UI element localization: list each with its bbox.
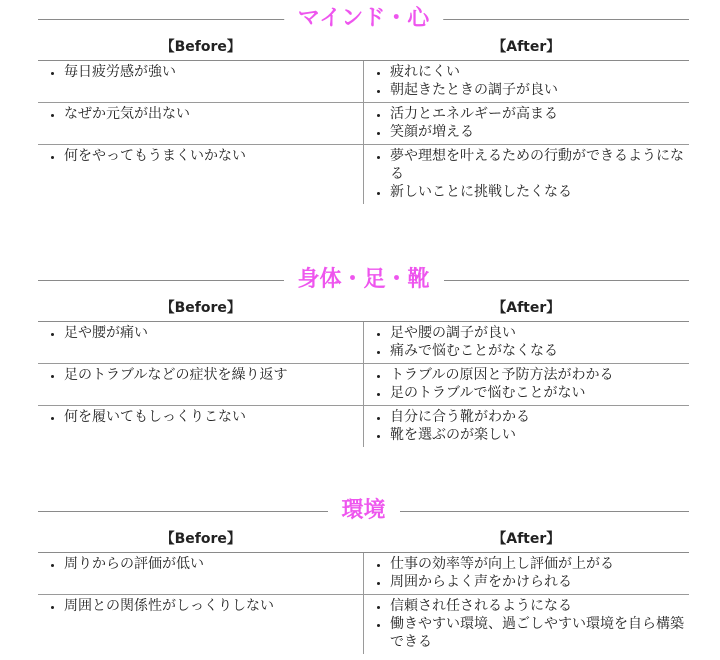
section-header (38, 2, 689, 36)
table-row (38, 406, 689, 447)
after-cell (364, 553, 689, 594)
column-headers (38, 528, 689, 553)
column-headers (38, 297, 689, 322)
list-item: • 足のトラブルで悩むことがない (390, 384, 685, 402)
before-cell (38, 61, 364, 102)
section-environment (38, 494, 689, 654)
table-row (38, 61, 689, 103)
list-item: • 何をやってもうまくいかない (64, 147, 359, 165)
after-cell (364, 364, 689, 405)
after-cell (364, 61, 689, 102)
before-cell (38, 103, 364, 144)
list-item: • 朝起きたときの調子が良い (390, 81, 685, 99)
table-row (38, 553, 689, 595)
after-header: 【After】 (492, 531, 561, 547)
before-cell (38, 595, 364, 654)
section-body (38, 263, 689, 447)
after-header: 【After】 (492, 300, 561, 316)
after-header: 【After】 (492, 39, 561, 55)
list-item: • 毎日疲労感が強い (64, 63, 359, 81)
list-item: • なぜか元気が出ない (64, 105, 359, 123)
list-item: • 足のトラブルなどの症状を繰り返す (64, 366, 359, 384)
list-item: • 足や腰の調子が良い (390, 324, 685, 342)
list-item: • 信頼され任されるようになる (390, 597, 685, 615)
before-header: 【Before】 (160, 39, 241, 55)
list-item: • 周囲との関係性がしっくりしない (64, 597, 359, 615)
section-title: マインド・心 (284, 4, 444, 34)
section-title: 環境 (327, 496, 399, 526)
table-row (38, 103, 689, 145)
section-mind (38, 2, 689, 204)
list-item: • 自分に合う靴がわかる (390, 408, 685, 426)
after-cell (364, 103, 689, 144)
list-item: • 足や腰が痛い (64, 324, 359, 342)
list-item: • 疲れにくい (390, 63, 685, 81)
before-cell (38, 364, 364, 405)
list-item: • 靴を選ぶのが楽しい (390, 426, 685, 444)
list-item: • 笑顔が増える (390, 123, 685, 141)
list-item: • 何を履いてもしっくりこない (64, 408, 359, 426)
list-item: • 仕事の効率等が向上し評価が上がる (390, 555, 685, 573)
section-header (38, 263, 689, 297)
list-item: • 新しいことに挑戦したくなる (390, 183, 685, 201)
list-item: • 働きやすい環境、過ごしやすい環境を自ら構築できる (390, 615, 685, 651)
before-cell (38, 553, 364, 594)
after-cell (364, 322, 689, 363)
before-cell (38, 406, 364, 447)
after-cell (364, 406, 689, 447)
before-header: 【Before】 (160, 300, 241, 316)
list-item: • 周囲からよく声をかけられる (390, 573, 685, 591)
list-item: • 痛みで悩むことがなくなる (390, 342, 685, 360)
column-headers (38, 36, 689, 61)
section-header (38, 494, 689, 528)
section-title: 身体・足・靴 (283, 265, 443, 295)
after-cell (364, 145, 689, 204)
list-item: • トラブルの原因と予防方法がわかる (390, 366, 685, 384)
list-item: • 活力とエネルギーが高まる (390, 105, 685, 123)
table-row (38, 364, 689, 406)
list-item: • 周りからの評価が低い (64, 555, 359, 573)
list-item: • 夢や理想を叶えるための行動ができるようになる (390, 147, 685, 183)
table-row (38, 322, 689, 364)
before-header: 【Before】 (160, 531, 241, 547)
before-cell (38, 145, 364, 204)
table-row (38, 145, 689, 204)
after-cell (364, 595, 689, 654)
table-row (38, 595, 689, 654)
before-cell (38, 322, 364, 363)
